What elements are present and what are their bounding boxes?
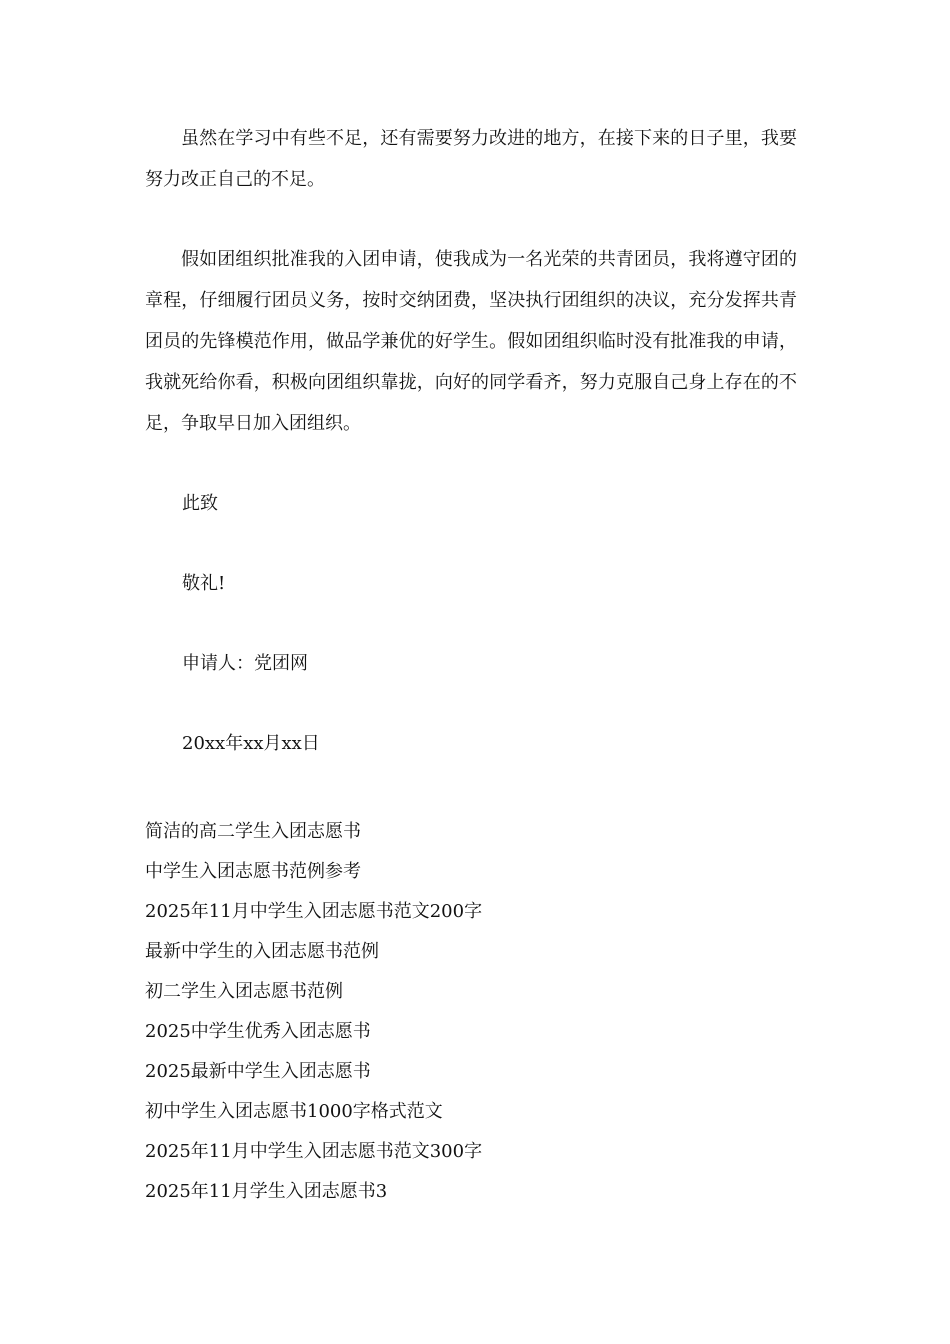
applicant-line: 申请人：党团网 — [182, 653, 308, 674]
related-link[interactable]: 2025最新中学生入团志愿书 — [145, 1061, 371, 1082]
salutation-line: 敬礼! — [182, 573, 226, 594]
related-link[interactable]: 2025年11月中学生入团志愿书范文200字 — [145, 901, 483, 922]
related-link[interactable]: 初二学生入团志愿书范例 — [145, 981, 343, 1002]
body-paragraph-2: 假如团组织批准我的入团申请，使我成为一名光荣的共青团员，我将遵守团的章程，仔细履行团员义务，按时交纳团费，坚决执行团组织的决议，充分发挥共青团员的先锋模范作用，做品学兼优的好学生。假如团组织临时没有批准我的申请，我就死给你看，积极向团组织靠拢，向好的同学看齐，努力克服自己身上存在的不足，争取早日加入团组织。 — [145, 249, 797, 434]
related-link[interactable]: 中学生入团志愿书范例参考 — [145, 861, 361, 882]
related-link[interactable]: 2025中学生优秀入团志愿书 — [145, 1021, 371, 1042]
date-line: 20xx年xx月xx日 — [182, 733, 320, 754]
related-link[interactable]: 简洁的高二学生入团志愿书 — [145, 821, 361, 842]
related-link[interactable]: 2025年11月中学生入团志愿书范文300字 — [145, 1141, 483, 1162]
body-paragraph-1: 虽然在学习中有些不足，还有需要努力改进的地方，在接下来的日子里，我要努力改正自己的不足。 — [145, 128, 797, 190]
related-link[interactable]: 最新中学生的入团志愿书范例 — [145, 941, 379, 962]
related-links-list — [145, 812, 482, 1212]
related-link[interactable]: 2025年11月学生入团志愿书3 — [145, 1181, 388, 1202]
related-link[interactable]: 初中学生入团志愿书1000字格式范文 — [145, 1101, 443, 1122]
closing-line: 此致 — [182, 493, 218, 514]
